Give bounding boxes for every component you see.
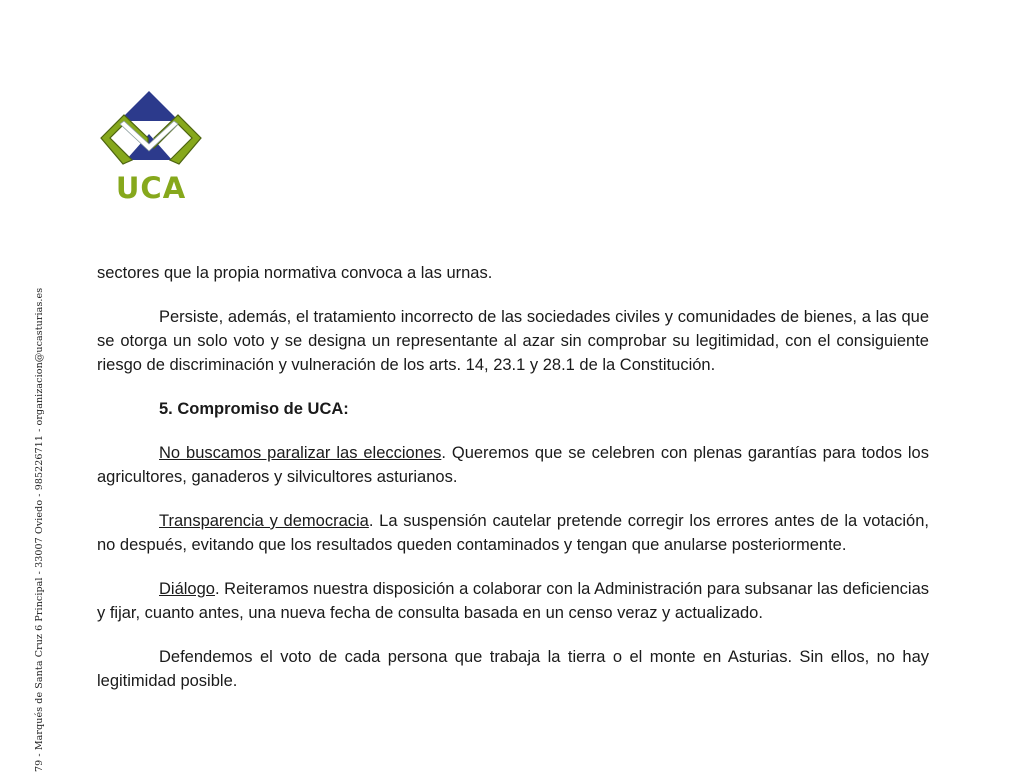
paragraph-lead-underlined: Transparencia y democracia xyxy=(159,512,369,530)
sidebar-contact-info: 79 - Marqués de Santa Cruz 6 Principal - 33007 Oviedo - 985226711 - organizacion@ucasturias.es xyxy=(34,287,45,772)
paragraph-no-paralizar xyxy=(97,441,929,489)
uca-logo-graphic xyxy=(96,88,206,204)
logo-top-triangle xyxy=(119,91,179,121)
paragraph-continuation: sectores que la propia normativa convoca a las urnas. xyxy=(97,264,493,282)
paragraph-text: . Queremos que se celebren con plenas garantías para todos los agricultores, ganaderos y silvicultores asturianos. xyxy=(97,444,929,486)
paragraph-transparencia xyxy=(97,509,929,557)
paragraph-conclusion: Defendemos el voto de cada persona que trabaja la tierra o el monte en Asturias. Sin ellos, no hay legitimidad posible. xyxy=(97,648,929,690)
paragraph-lead-underlined: No buscamos paralizar las elecciones xyxy=(159,444,442,462)
paragraph-sociedades-civiles: Persiste, además, el tratamiento incorrecto de las sociedades civiles y comunidades de bienes, a las que se otorga un solo voto y se designa un representante al azar sin comprobar su legitimidad, con el consiguiente riesgo de discriminación y vulneración de los arts. 14, 23.1 y 28.1 de la Constitución. xyxy=(97,308,929,374)
section-heading: 5. Compromiso de UCA: xyxy=(159,400,349,418)
paragraph-lead-underlined: Diálogo xyxy=(159,580,215,598)
paragraph-dialogo xyxy=(97,577,929,625)
uca-logo xyxy=(96,88,206,204)
logo-text: UCA xyxy=(115,171,187,204)
paragraph-text: . Reiteramos nuestra disposición a colaborar con la Administración para subsanar las deficiencias y fijar, cuanto antes, una nueva fecha de consulta basada en un censo veraz y actualizado. xyxy=(97,580,929,622)
document-body xyxy=(97,261,929,713)
paragraph-text: . La suspensión cautelar pretende corregir los errores antes de la votación, no después, evitando que los resultados queden contaminados y tengan que anularse posteriormente. xyxy=(97,512,929,554)
